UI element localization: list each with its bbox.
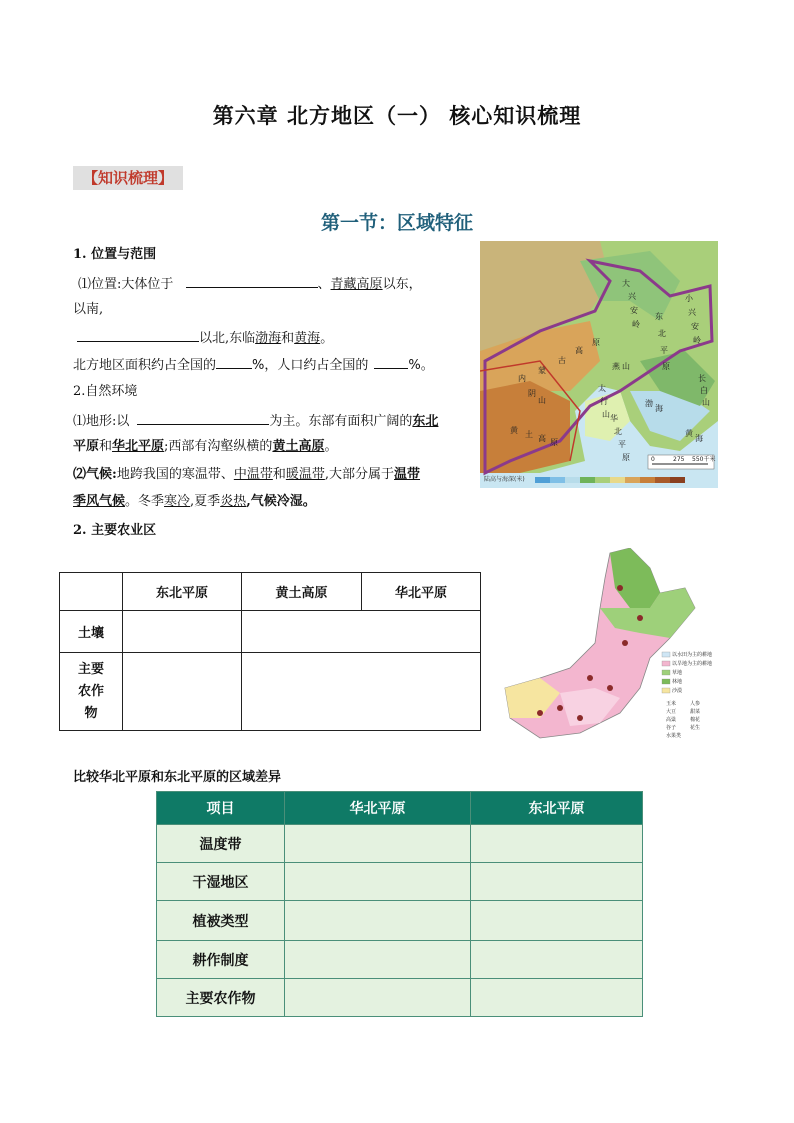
- svg-text:山: 山: [538, 396, 546, 405]
- svg-text:太: 太: [598, 384, 606, 393]
- svg-text:黄: 黄: [510, 426, 518, 435]
- table-header-cell: 东北平原: [471, 792, 643, 825]
- terrain-line-1: ⑴地形:以 为主。东部有面积广阔的东北: [73, 410, 438, 432]
- svg-text:花生: 花生: [690, 725, 701, 731]
- svg-text:高: 高: [538, 434, 546, 443]
- area-population-line: 北方地区面积约占全国的 %，人口约占全国的 %。: [73, 354, 434, 376]
- heading-environment: 2.自然环境: [73, 384, 138, 399]
- svg-text:燕: 燕: [612, 362, 620, 371]
- table-header-cell: 东北平原: [123, 573, 242, 611]
- svg-text:内: 内: [518, 374, 526, 383]
- svg-text:兴: 兴: [688, 308, 696, 317]
- comparison-table: [156, 791, 643, 1017]
- section-title: 第一节：区域特征: [320, 212, 473, 234]
- table-cell[interactable]: [242, 611, 481, 653]
- svg-text:棉花: 棉花: [690, 717, 701, 723]
- svg-text:黄: 黄: [685, 429, 693, 438]
- svg-text:高: 高: [575, 346, 583, 355]
- svg-text:玉米: 玉米: [666, 701, 677, 707]
- table-header-cell: 项目: [157, 792, 285, 825]
- fill-blank[interactable]: [77, 327, 199, 342]
- table-header-cell: 华北平原: [362, 573, 481, 611]
- svg-text:高粱: 高粱: [666, 717, 677, 723]
- svg-text:甜菜: 甜菜: [690, 709, 701, 715]
- svg-text:草地: 草地: [672, 670, 683, 676]
- svg-text:长: 长: [698, 374, 706, 383]
- heading-location: 1. 位置与范围: [73, 247, 157, 262]
- table-cell[interactable]: [123, 653, 242, 731]
- svg-text:水果类: 水果类: [666, 733, 682, 739]
- svg-text:大: 大: [622, 279, 630, 288]
- table-cell[interactable]: [471, 979, 643, 1017]
- svg-text:平: 平: [660, 346, 668, 355]
- location-line-3: 以北,东临渤海和黄海。: [73, 327, 333, 349]
- climate-line-1: ⑵气候:地跨我国的寒温带、中温带和暖温带,大部分属于温带: [73, 467, 421, 482]
- svg-text:蒙: 蒙: [538, 366, 546, 375]
- table-row-label: 干湿地区: [157, 863, 285, 901]
- compare-title: 比较华北平原和东北平原的区域差异: [73, 770, 282, 785]
- knowledge-tag: 【知识梳理】: [73, 166, 183, 190]
- svg-text:北: 北: [614, 427, 622, 436]
- table-cell[interactable]: [285, 863, 471, 901]
- svg-text:谷子: 谷子: [666, 725, 677, 731]
- svg-text:岭: 岭: [632, 320, 640, 329]
- svg-text:白: 白: [700, 386, 708, 395]
- svg-text:岭: 岭: [693, 336, 701, 345]
- table-cell[interactable]: [285, 901, 471, 941]
- svg-text:山: 山: [602, 410, 610, 419]
- svg-text:海: 海: [655, 404, 663, 413]
- svg-text:山: 山: [702, 398, 710, 407]
- svg-text:海: 海: [695, 434, 703, 443]
- terrain-line-2: 平原和华北平原;西部有沟壑纵横的黄土高原。: [73, 439, 338, 454]
- svg-text:阴: 阴: [528, 389, 536, 398]
- table-row-label: 主要农作物: [60, 653, 123, 731]
- table-cell[interactable]: [242, 653, 481, 731]
- table-row-label: 主要农作物: [157, 979, 285, 1017]
- svg-text:陆高与海深(米): 陆高与海深(米): [484, 476, 525, 483]
- svg-text:东: 东: [655, 312, 663, 321]
- svg-text:以水田为主的耕地: 以水田为主的耕地: [672, 652, 713, 658]
- table-row-label: 温度带: [157, 825, 285, 863]
- fill-blank[interactable]: [216, 354, 252, 369]
- svg-text:北: 北: [658, 329, 666, 338]
- svg-text:古: 古: [558, 356, 566, 365]
- svg-text:原: 原: [550, 438, 558, 447]
- fill-blank[interactable]: [186, 273, 318, 288]
- svg-text:275: 275: [673, 456, 685, 463]
- svg-text:小: 小: [685, 294, 693, 303]
- svg-text:平: 平: [618, 440, 626, 449]
- svg-text:安: 安: [691, 322, 699, 331]
- svg-text:人参: 人参: [690, 701, 701, 707]
- svg-text:兴: 兴: [628, 292, 636, 301]
- table-row-label: 耕作制度: [157, 941, 285, 979]
- svg-text:0: 0: [651, 456, 655, 463]
- table-cell[interactable]: [471, 901, 643, 941]
- svg-text:渤: 渤: [645, 399, 653, 408]
- climate-line-2: 季风气候。冬季寒冷,夏季炎热,气候冷湿。: [73, 494, 316, 509]
- svg-text:沙漠: 沙漠: [672, 688, 683, 694]
- svg-text:华: 华: [610, 414, 618, 423]
- location-line-1: ⑴位置:大体位于 、青藏高原以东，: [78, 273, 422, 295]
- table-cell[interactable]: [471, 941, 643, 979]
- table-header-cell: [60, 573, 123, 611]
- agriculture-table: [59, 572, 481, 731]
- north-agriculture-map: [500, 548, 722, 746]
- table-row-label: 植被类型: [157, 901, 285, 941]
- svg-text:行: 行: [600, 397, 608, 406]
- table-row-label: 土壤: [60, 611, 123, 653]
- svg-text:安: 安: [630, 306, 638, 315]
- svg-text:以旱地为主的耕地: 以旱地为主的耕地: [672, 661, 713, 667]
- svg-text:原: 原: [622, 453, 630, 462]
- svg-text:山: 山: [622, 362, 630, 371]
- table-cell[interactable]: [471, 863, 643, 901]
- svg-text:林地: 林地: [672, 679, 683, 685]
- table-cell[interactable]: [123, 611, 242, 653]
- svg-text:原: 原: [662, 362, 670, 371]
- heading-agriculture: 2. 主要农业区: [73, 523, 157, 538]
- table-header-cell: 黄土高原: [242, 573, 362, 611]
- fill-blank[interactable]: [137, 410, 269, 425]
- svg-text:550千米: 550千米: [692, 456, 716, 463]
- location-line-2: 以南,: [73, 302, 104, 317]
- svg-text:土: 土: [525, 430, 533, 439]
- north-region-terrain-map: [480, 241, 718, 488]
- svg-text:大豆: 大豆: [666, 709, 677, 715]
- table-cell[interactable]: [471, 825, 643, 863]
- page-title: 第六章 北方地区（一） 核心知识梳理: [212, 103, 582, 128]
- fill-blank[interactable]: [374, 354, 408, 369]
- table-cell[interactable]: [285, 979, 471, 1017]
- svg-text:原: 原: [592, 338, 600, 347]
- table-cell[interactable]: [285, 825, 471, 863]
- table-header-cell: 华北平原: [285, 792, 471, 825]
- table-cell[interactable]: [285, 941, 471, 979]
